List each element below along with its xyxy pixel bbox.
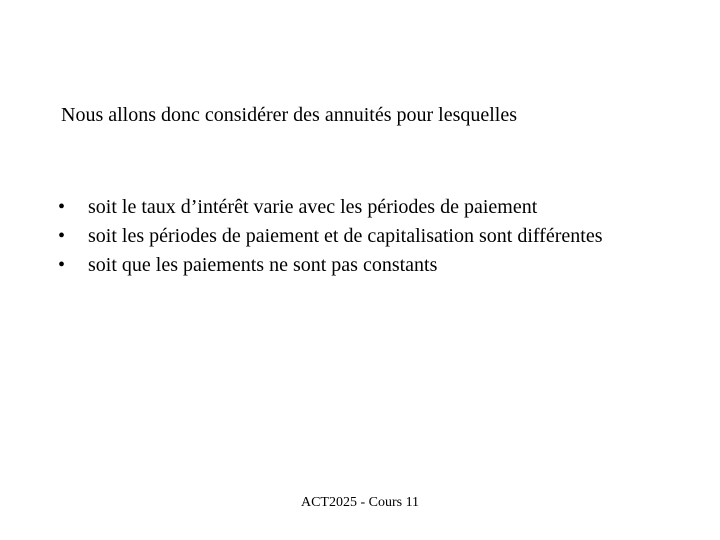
bullet-icon: • bbox=[58, 225, 66, 247]
bullet-list bbox=[58, 193, 678, 280]
bullet-icon: • bbox=[58, 254, 66, 276]
slide-footer: ACT2025 - Cours 11 bbox=[300, 495, 420, 510]
bullet-item bbox=[58, 193, 678, 222]
bullet-text: soit les périodes de paiement et de capitalisation sont différentes bbox=[88, 225, 603, 247]
bullet-text: soit que les paiements ne sont pas constants bbox=[88, 254, 438, 276]
bullet-text: soit le taux d’intérêt varie avec les périodes de paiement bbox=[88, 196, 538, 218]
bullet-icon: • bbox=[58, 196, 66, 218]
bullet-item bbox=[58, 222, 678, 251]
intro-text: Nous allons donc considérer des annuités pour lesquelles bbox=[61, 104, 518, 126]
bullet-item bbox=[58, 251, 678, 280]
